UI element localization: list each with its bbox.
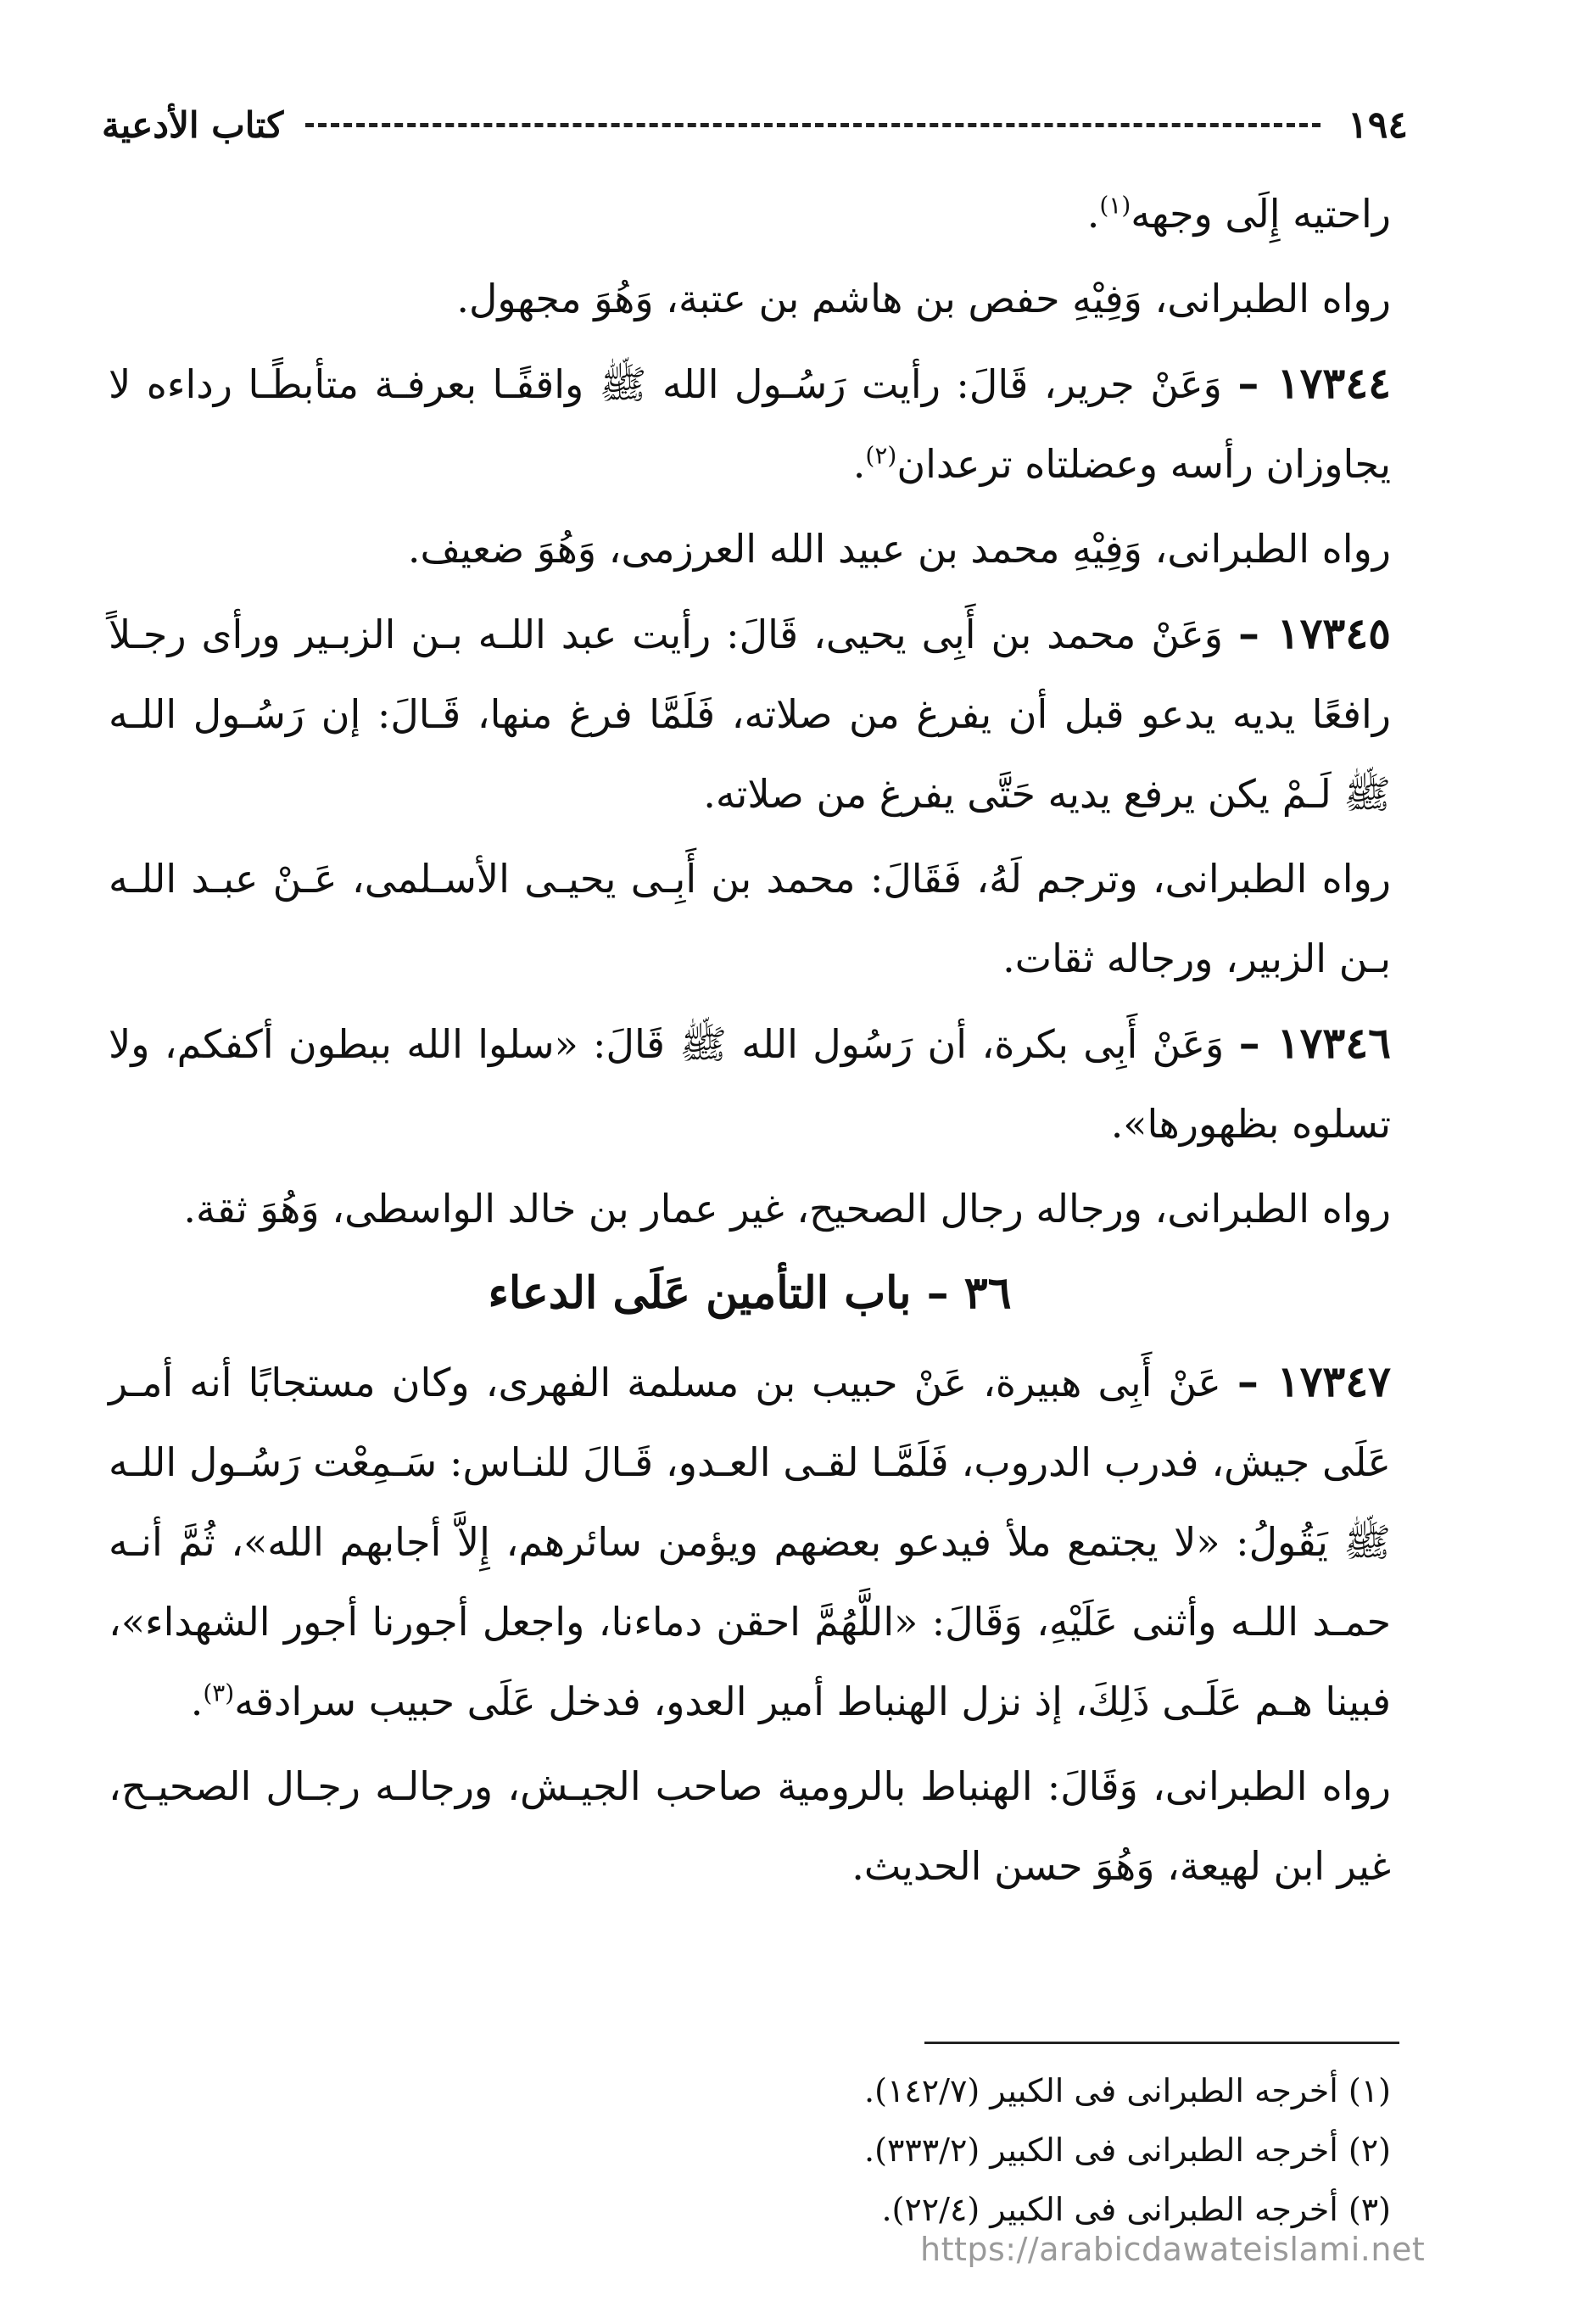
source-note-text: رواه الطبرانى، ورجاله رجال الصحيح، غير عمار بن خالد الواسطى، وَهُوَ ثقة. [183, 1186, 1391, 1232]
source-note-text: رواه الطبرانى، وَفِيْهِ محمد بن عبيد الله العرزمى، وَهُوَ ضعيف. [407, 526, 1391, 572]
footnote-ref: (٣) [203, 1679, 235, 1707]
source-note-text: رواه الطبرانى، وَفِيْهِ حفص بن هاشم بن عتبة، وَهُوَ مجهول. [456, 276, 1391, 321]
hadith-number: ١٧٣٤٧ – [1237, 1356, 1391, 1406]
page-number: ١٩٤ [1348, 103, 1408, 147]
paragraph: راحتيه إِلَى وجهه$^{(١)}$. [1086, 191, 1391, 237]
hadith-text: عَنْ أَبِى هبيرة، عَنْ حبيب بن مسلمة الفهرى، وكان مستجابًا أنه أمـر عَلَى جيش، فدرب الدروب، فَلَمَّـا لقـى العـدو، قَـالَ للنـاس: سَـمِعْت رَسُـول اللـه ﷺ يَقُولُ: «لا يجتمع ملأ فيدعو بعضهم ويؤمن سائرهم، إِلاَّ أجابهم الله»، ثُمَّ أنـه حمـد اللـه وأثنى عَلَيْهِ، وَقَالَ: «اللَّهُمَّ احقن دماءنا، واجعل أجورنا أجور الشهداء»، فبينا هـم عَلَـى ذَلِكَ، إذ نزل الهنباط أمير العدو، فدخل عَلَى حبيب سرادقه [109, 1360, 1391, 1724]
footnote-divider [924, 2042, 1399, 2044]
hadith-17344: ١٧٣٤٤ – وَعَنْ جرير، قَالَ: رأيت رَسُـول الله ﷺ واقفًـا بعرفـة متأبطًـا رداءه لا يجاوزان رأسه وعضلتاه ترعدان$^{(٢)}$. [109, 358, 1391, 487]
book-title: كتاب الأدعية [102, 103, 284, 146]
hadith-text: وَعَنْ أَبِى بكرة، أن رَسُول الله ﷺ قَالَ: «سلوا الله ببطون أكفكم، ولا تسلوه بظهورها». [109, 1021, 1391, 1147]
main-text [109, 174, 1391, 1911]
hadith-number: ١٧٣٤٥ – [1237, 608, 1391, 658]
header-divider [305, 123, 1321, 127]
page-header [102, 95, 1408, 154]
source-note-text: رواه الطبرانى، وَقَالَ: الهنباط بالرومية صاحب الجيـش، ورجالـه رجـال الصحيـح، غير ابن لهيعة، وَهُوَ حسن الحديث. [109, 1763, 1391, 1889]
hadith-text: وَعَنْ محمد بن أَبِى يحيى، قَالَ: رأيت عبد اللـه بـن الزبـير ورأى رجـلاً رافعًا يديه يدعو قبل أن يفرغ من صلاته، فَلَمَّا فرغ منها، قَـالَ: إن رَسُـول اللـه ﷺ لَـمْ يكن يرفع يديه حَتَّى يفرغ من صلاته. [109, 612, 1392, 817]
hadith-number: ١٧٣٤٤ – [1237, 358, 1391, 408]
source-note [109, 509, 1391, 589]
paragraph-text: راحتيه إِلَى وجهه [1131, 191, 1391, 237]
hadith-17346 [109, 1003, 1391, 1164]
source-note-text: رواه الطبرانى، وترجم لَهُ، فَقَالَ: محمد بن أَبِـى يحيـى الأسـلمى، عَـنْ عبـد اللـه بـن الزبير، ورجاله ثقات. [109, 856, 1391, 981]
source-note [109, 839, 1391, 998]
hadith-17347: ١٧٣٤٧ – عَنْ أَبِى هبيرة، عَنْ حبيب بن مسلمة الفهرى، وكان مستجابًا أنه أمـر عَلَى جيش، فدرب الدروب، فَلَمَّـا لقـى العـدو، قَـالَ للنـاس: سَـمِعْت رَسُـول اللـه ﷺ يَقُولُ: «لا يجتمع ملأ فيدعو بعضهم ويؤمن سائرهم، إِلاَّ أجابهم الله»، ثُمَّ أنـه حمـد اللـه وأثنى عَلَيْهِ، وَقَالَ: «اللَّهُمَّ احقن دماءنا، واجعل أجورنا أجور الشهداء»، فبينا هـم عَلَـى ذَلِكَ، إذ نزل الهنباط أمير العدو، فدخل عَلَى حبيب سرادقه$^{(٣)}$. [109, 1356, 1391, 1724]
source-note [109, 1169, 1391, 1249]
footnote: (١) أخرجه الطبرانى فى الكبير (١٤٢/٧). [864, 2072, 1391, 2109]
source-note [109, 259, 1391, 338]
footnote-ref: (٢) [865, 441, 897, 470]
source-note [109, 1746, 1391, 1906]
hadith-text: وَعَنْ جرير، قَالَ: رأيت رَسُـول الله ﷺ واقفًـا بعرفـة متأبطًـا رداءه لا يجاوزان رأسه وعضلتاه ترعدان [109, 361, 1391, 487]
hadith-17345 [109, 594, 1391, 834]
footnote: (٣) أخرجه الطبرانى فى الكبير (٢٢/٤). [881, 2191, 1391, 2228]
footnote-ref: (١) [1099, 191, 1131, 220]
watermark: https://arabicdawateislami.net [920, 2231, 1426, 2268]
hadith-number: ١٧٣٤٦ – [1238, 1018, 1391, 1068]
chapter-title: ٣٦ – باب التأمين عَلَى الدعاء [488, 1267, 1012, 1319]
footnotes [712, 2061, 1391, 2239]
footnote: (٢) أخرجه الطبرانى فى الكبير (٣٣٣/٢). [864, 2131, 1391, 2169]
